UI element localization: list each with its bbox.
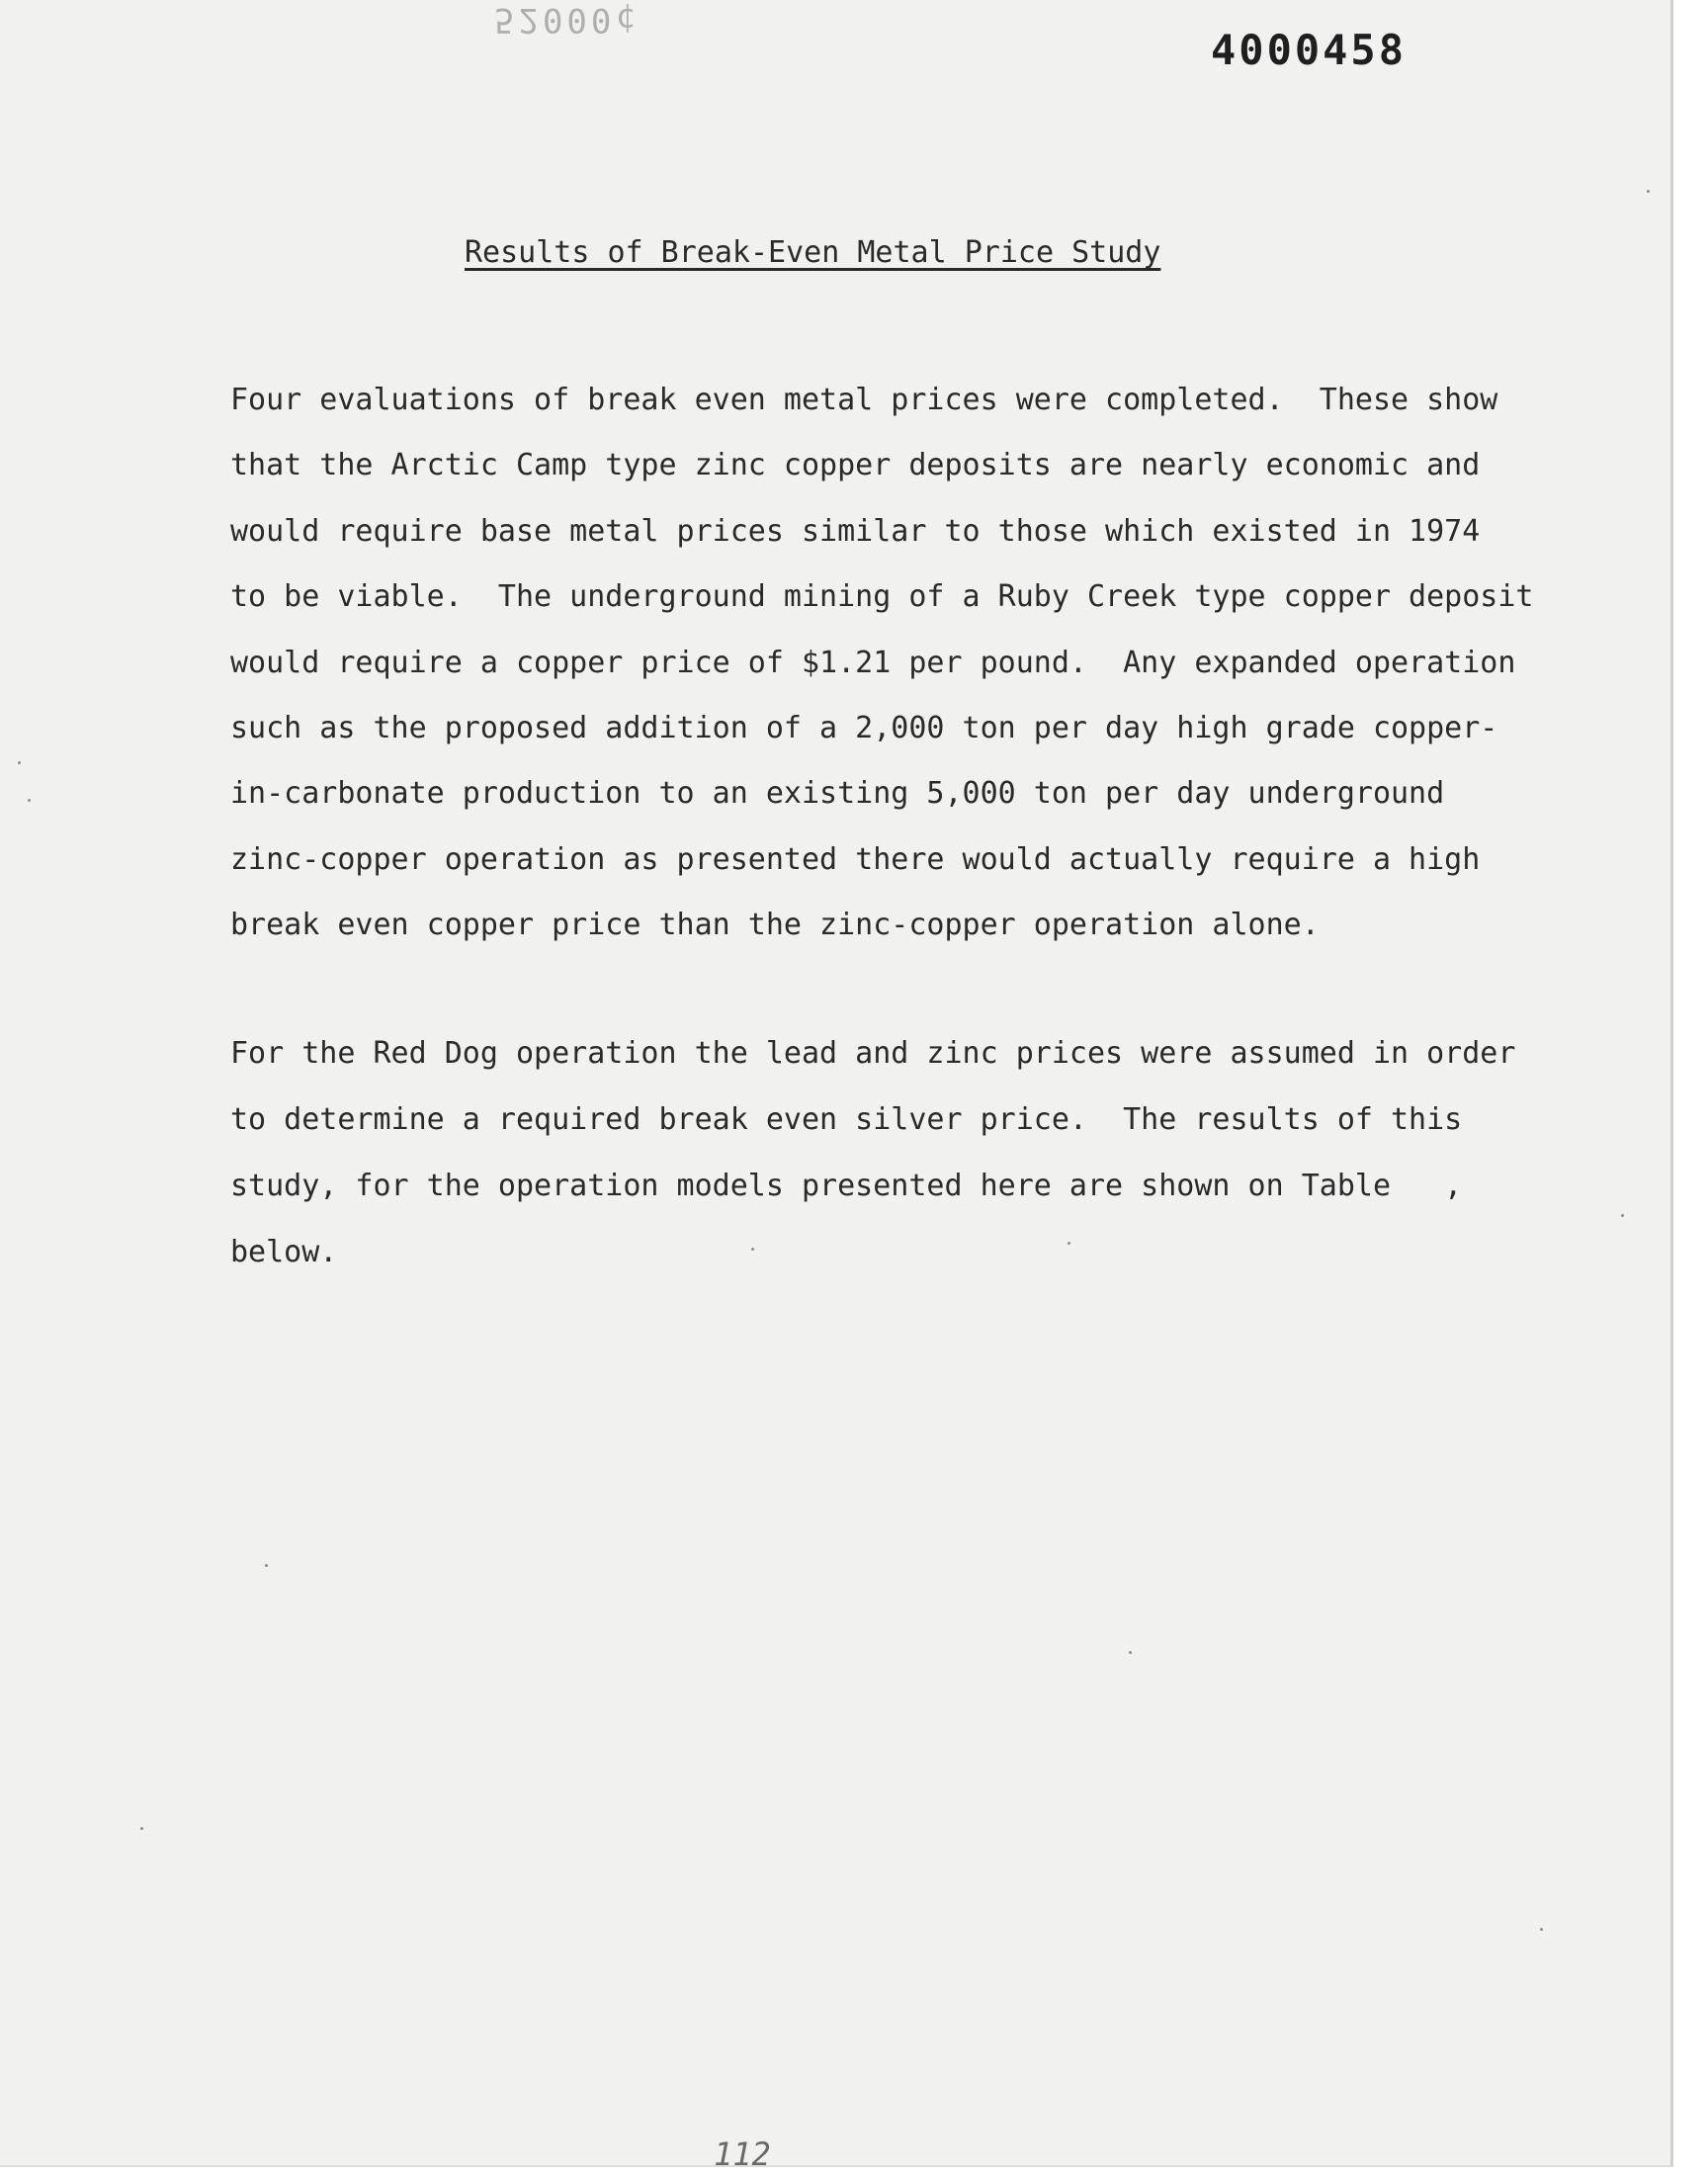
- scan-speck: [140, 1827, 143, 1830]
- paragraph-1: Four evaluations of break even metal prices were completed. These show that the Arctic Camp type zinc copper deposits are nearly economic and would require base metal prices similar to those which existed in 1974 to be viable. The underground mining of a Ruby Creek type copper deposit would require a copper price of $1.21 per pound. Any expanded operation such as the proposed addition of a 2,000 ton per day high grade copper- in-carbonate production to an existing 5,000 ton per day underground zinc-copper operation as presented there would actually require a high break even copper price than the zinc-copper operation alone.: [230, 383, 1534, 943]
- scan-speck: [1129, 1651, 1132, 1654]
- scan-speck: [265, 1564, 268, 1567]
- scan-speck: [1621, 1214, 1624, 1217]
- scan-speck: [1540, 1928, 1543, 1931]
- faded-stamp: 52000¢: [494, 0, 640, 40]
- page-number-mark: 112: [714, 2135, 771, 2173]
- scan-speck: [1647, 190, 1650, 193]
- scan-speck: [751, 1248, 754, 1251]
- scan-speck: [1068, 1242, 1070, 1245]
- document-number: 4000458: [1211, 26, 1408, 74]
- paragraph-2: For the Red Dog operation the lead and zinc prices were assumed in order to determine a required break even silver price. The results of this study, for the operation models presented here are shown on Table , below.: [230, 1036, 1516, 1269]
- scan-speck: [18, 761, 21, 764]
- page-title: Results of Break-Even Metal Price Study: [465, 235, 1161, 270]
- scan-speck: [28, 799, 31, 802]
